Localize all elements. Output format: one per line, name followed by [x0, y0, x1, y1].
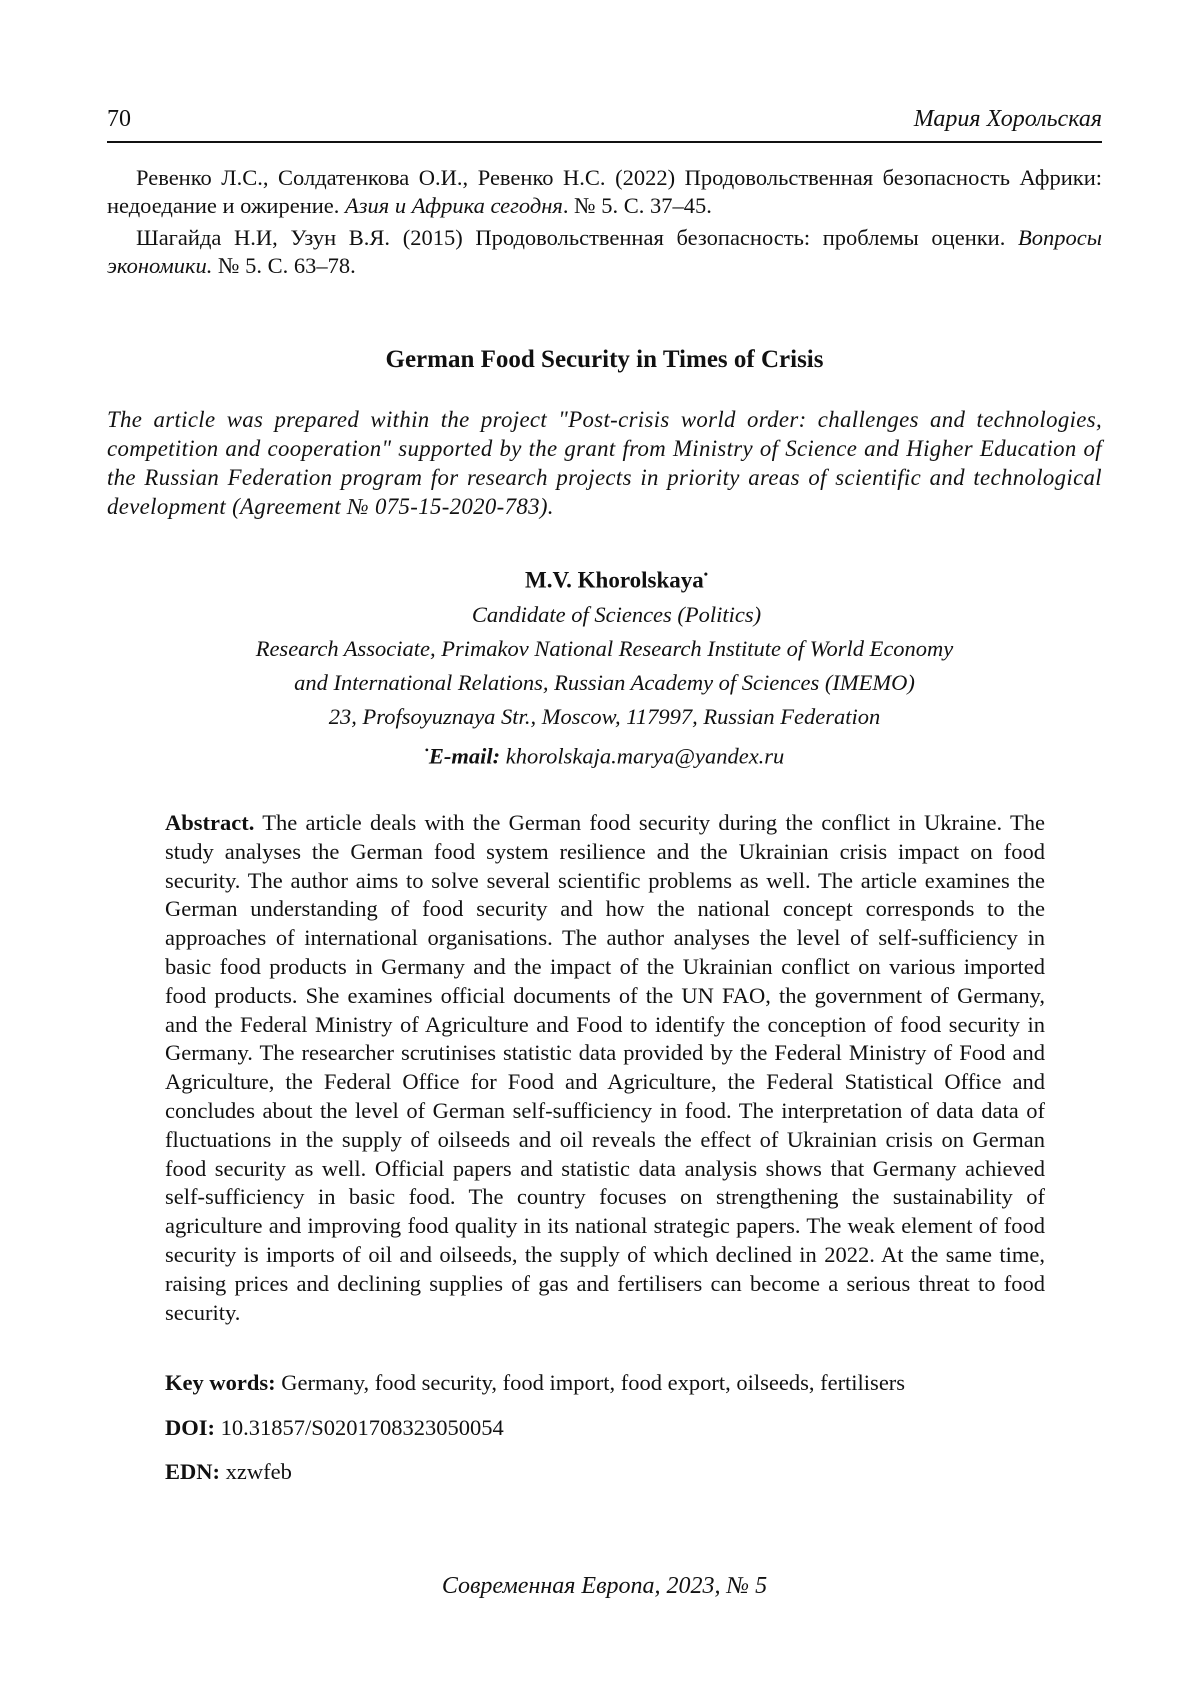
- author-position-line2: and International Relations, Russian Academy of Sciences (IMEMO): [294, 669, 915, 695]
- reference-item: Ревенко Л.С., Солдатенкова О.И., Ревенко Н.С. (2022) Продовольственная безопасность Африки: недоедание и ожирение. Азия и Африка сегодня. № 5. С. 37–45.: [107, 165, 1102, 218]
- abstract-text: The article deals with the German food security during the conflict in Ukraine. The study analyses the German food system resilience and the Ukrainian crisis impact on food security. The author aims to solve several scientific problems as well. The article examines the German understanding of food security and how the national concept corresponds to the approaches of international organisations. The author analyses the level of self-sufficiency in basic food products in Germany and the impact of the Ukrainian conflict on various imported food products. She examines official documents of the UN FAO, the government of Germany, and the Federal Ministry of Agriculture and Food to identify the conception of food security in Germany. The researcher scrutinises statistic data provided by the Federal Ministry of Food and Agriculture, the Federal Office for Food and Agriculture, the Federal Statistical Office and concludes about the level of German self-sufficiency in food. The interpretation of data data of fluctuations in the supply of oilseeds and oil reveals the effect of Ukrainian crisis on German food security as well. Official papers and statistic data analysis shows that Germany achieved self-sufficiency in basic food. The country focuses on strengthening the sustainability of agriculture and improving food quality in its national strategic papers. The weak element of food security is imports of oil and oilseeds, the supply of which declined in 2022. At the same time, raising prices and declining supplies of gas and fertilisers can become a serious threat to food security.: [165, 810, 1045, 1325]
- author-marker: •: [703, 567, 708, 581]
- keywords-value: Germany, food security, food import, food export, oilseeds, fertilisers: [281, 1370, 906, 1395]
- reference-item: Шагайда Н.И, Узун В.Я. (2015) Продовольственная безопасность: проблемы оценки. Вопросы экономики. № 5. С. 63–78.: [107, 225, 1102, 278]
- email-label: E-mail:: [428, 743, 501, 769]
- doi-value[interactable]: 10.31857/S0201708323050054: [220, 1415, 504, 1440]
- running-author: Мария Хорольская: [913, 106, 1102, 132]
- doi-label: DOI:: [165, 1415, 215, 1440]
- edn-label: EDN:: [165, 1459, 220, 1484]
- author-position-line1: Research Associate, Primakov National Research Institute of World Economy: [255, 635, 954, 661]
- funding-note: The article was prepared within the project "Post-crisis world order: challenges and technologies, competition and cooperation" supported by the grant from Ministry of Science and Higher Education of the Russian Federation program for research projects in priority areas of scientific and technological development (Agreement № 075-15-2020-783).: [107, 407, 1102, 519]
- abstract-label: Abstract.: [165, 810, 255, 835]
- page-number: 70: [107, 106, 131, 132]
- edn: [165, 1459, 1045, 1485]
- author-block: [107, 558, 1102, 773]
- keywords-label: Key words:: [165, 1370, 276, 1395]
- email-marker: •: [424, 742, 429, 757]
- abstract: [165, 809, 1045, 1327]
- header-rule: [107, 141, 1102, 143]
- reference-list: [107, 164, 1102, 284]
- running-header: [107, 104, 1102, 144]
- author-degree: Candidate of Sciences (Politics): [471, 601, 762, 627]
- email-address[interactable]: khorolskaja.marya@yandex.ru: [505, 743, 785, 769]
- author-address: 23, Profsoyuznaya Str., Moscow, 117997, Russian Federation: [328, 703, 881, 729]
- author-name: M.V. Khorolskaya•: [525, 567, 708, 593]
- doi: [165, 1415, 1045, 1441]
- edn-value: xzwfeb: [225, 1459, 292, 1484]
- author-email-line: [107, 734, 1102, 774]
- journal-footer: Современная Европа, 2023, № 5: [441, 1573, 768, 1599]
- keywords: [165, 1370, 1045, 1396]
- article-title: German Food Security in Times of Crisis: [385, 346, 824, 373]
